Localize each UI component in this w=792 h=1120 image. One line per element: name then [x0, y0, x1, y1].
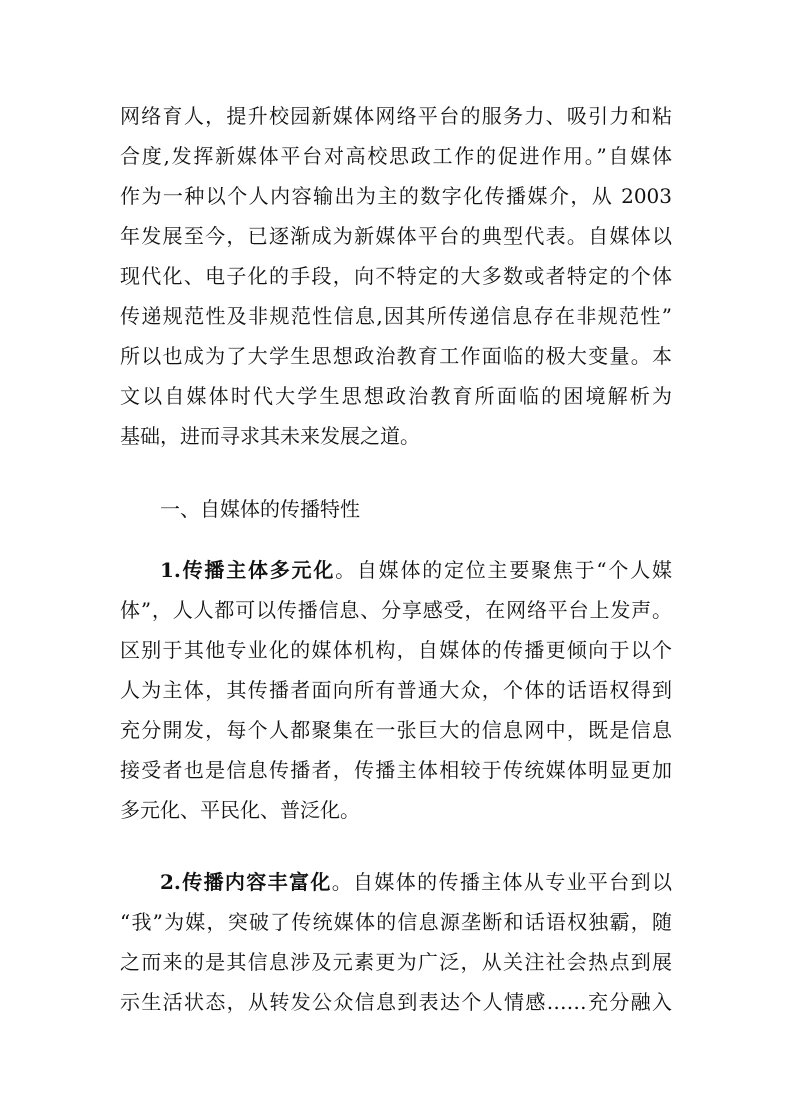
paragraph-1-line-3: 区别于其他专业化的媒体机构，自媒体的传播更倾向于以个: [120, 638, 672, 662]
paragraph-2-first-rest: 。自媒体的传播主体从专业平台到以: [331, 870, 672, 894]
paragraph-2-first-line: [160, 862, 672, 902]
paragraph-2-line-4: 示生活状态，从转发公众信息到表达个人情感……充分融入: [120, 990, 672, 1014]
paragraph-2-line-3: 之而来的是其信息涉及元素更为广泛，从关注社会热点到展: [120, 950, 672, 974]
paragraph-1-line-7: 多元化、平民化、普泛化。: [120, 798, 360, 822]
intro-line-8: 文以自媒体时代大学生思想政治教育所面临的困境解析为: [120, 384, 672, 408]
paragraph-2-title: 2.传播内容丰富化: [160, 870, 332, 894]
intro-line-2: 合度,发挥新媒体平台对高校思政工作的促进作用。”自媒体: [120, 144, 672, 168]
paragraph-1-first-rest: 。自媒体的定位主要聚焦于“个人媒: [335, 558, 672, 582]
paragraph-1-first-line: [160, 550, 672, 590]
paragraph-1-line-5: 充分開发，每个人都聚集在一张巨大的信息网中，既是信息: [120, 718, 672, 742]
paragraph-2-line-2: “我”为媒，突破了传统媒体的信息源垄断和话语权独霸，随: [120, 910, 672, 934]
intro-line-7: 所以也成为了大学生思想政治教育工作面临的极大变量。本: [120, 344, 672, 368]
intro-line-9: 基础，进而寻求其未来发展之道。: [120, 424, 420, 448]
intro-line-4: 年发展至今，已逐渐成为新媒体平台的典型代表。自媒体以: [120, 224, 672, 248]
paragraph-1-line-2: 体”，人人都可以传播信息、分享感受，在网络平台上发声。: [120, 598, 672, 622]
paragraph-1-line-6: 接受者也是信息传播者，传播主体相较于传统媒体明显更加: [120, 758, 672, 782]
intro-line-1: 网络育人，提升校园新媒体网络平台的服务力、吸引力和粘: [120, 104, 672, 128]
intro-line-5: 现代化、电子化的手段，向不特定的大多数或者特定的个体: [120, 264, 672, 288]
paragraph-1-title: 1.传播主体多元化: [160, 558, 336, 582]
section-heading: 一、自媒体的传播特性: [160, 497, 360, 521]
paragraph-1-line-4: 人为主体，其传播者面向所有普通大众，个体的话语权得到: [120, 678, 672, 702]
intro-line-6: 传递规范性及非规范性信息,因其所传递信息存在非规范性”: [120, 304, 672, 328]
intro-line-3: 作为一种以个人内容输出为主的数字化传播媒介，从 2003: [120, 184, 672, 208]
